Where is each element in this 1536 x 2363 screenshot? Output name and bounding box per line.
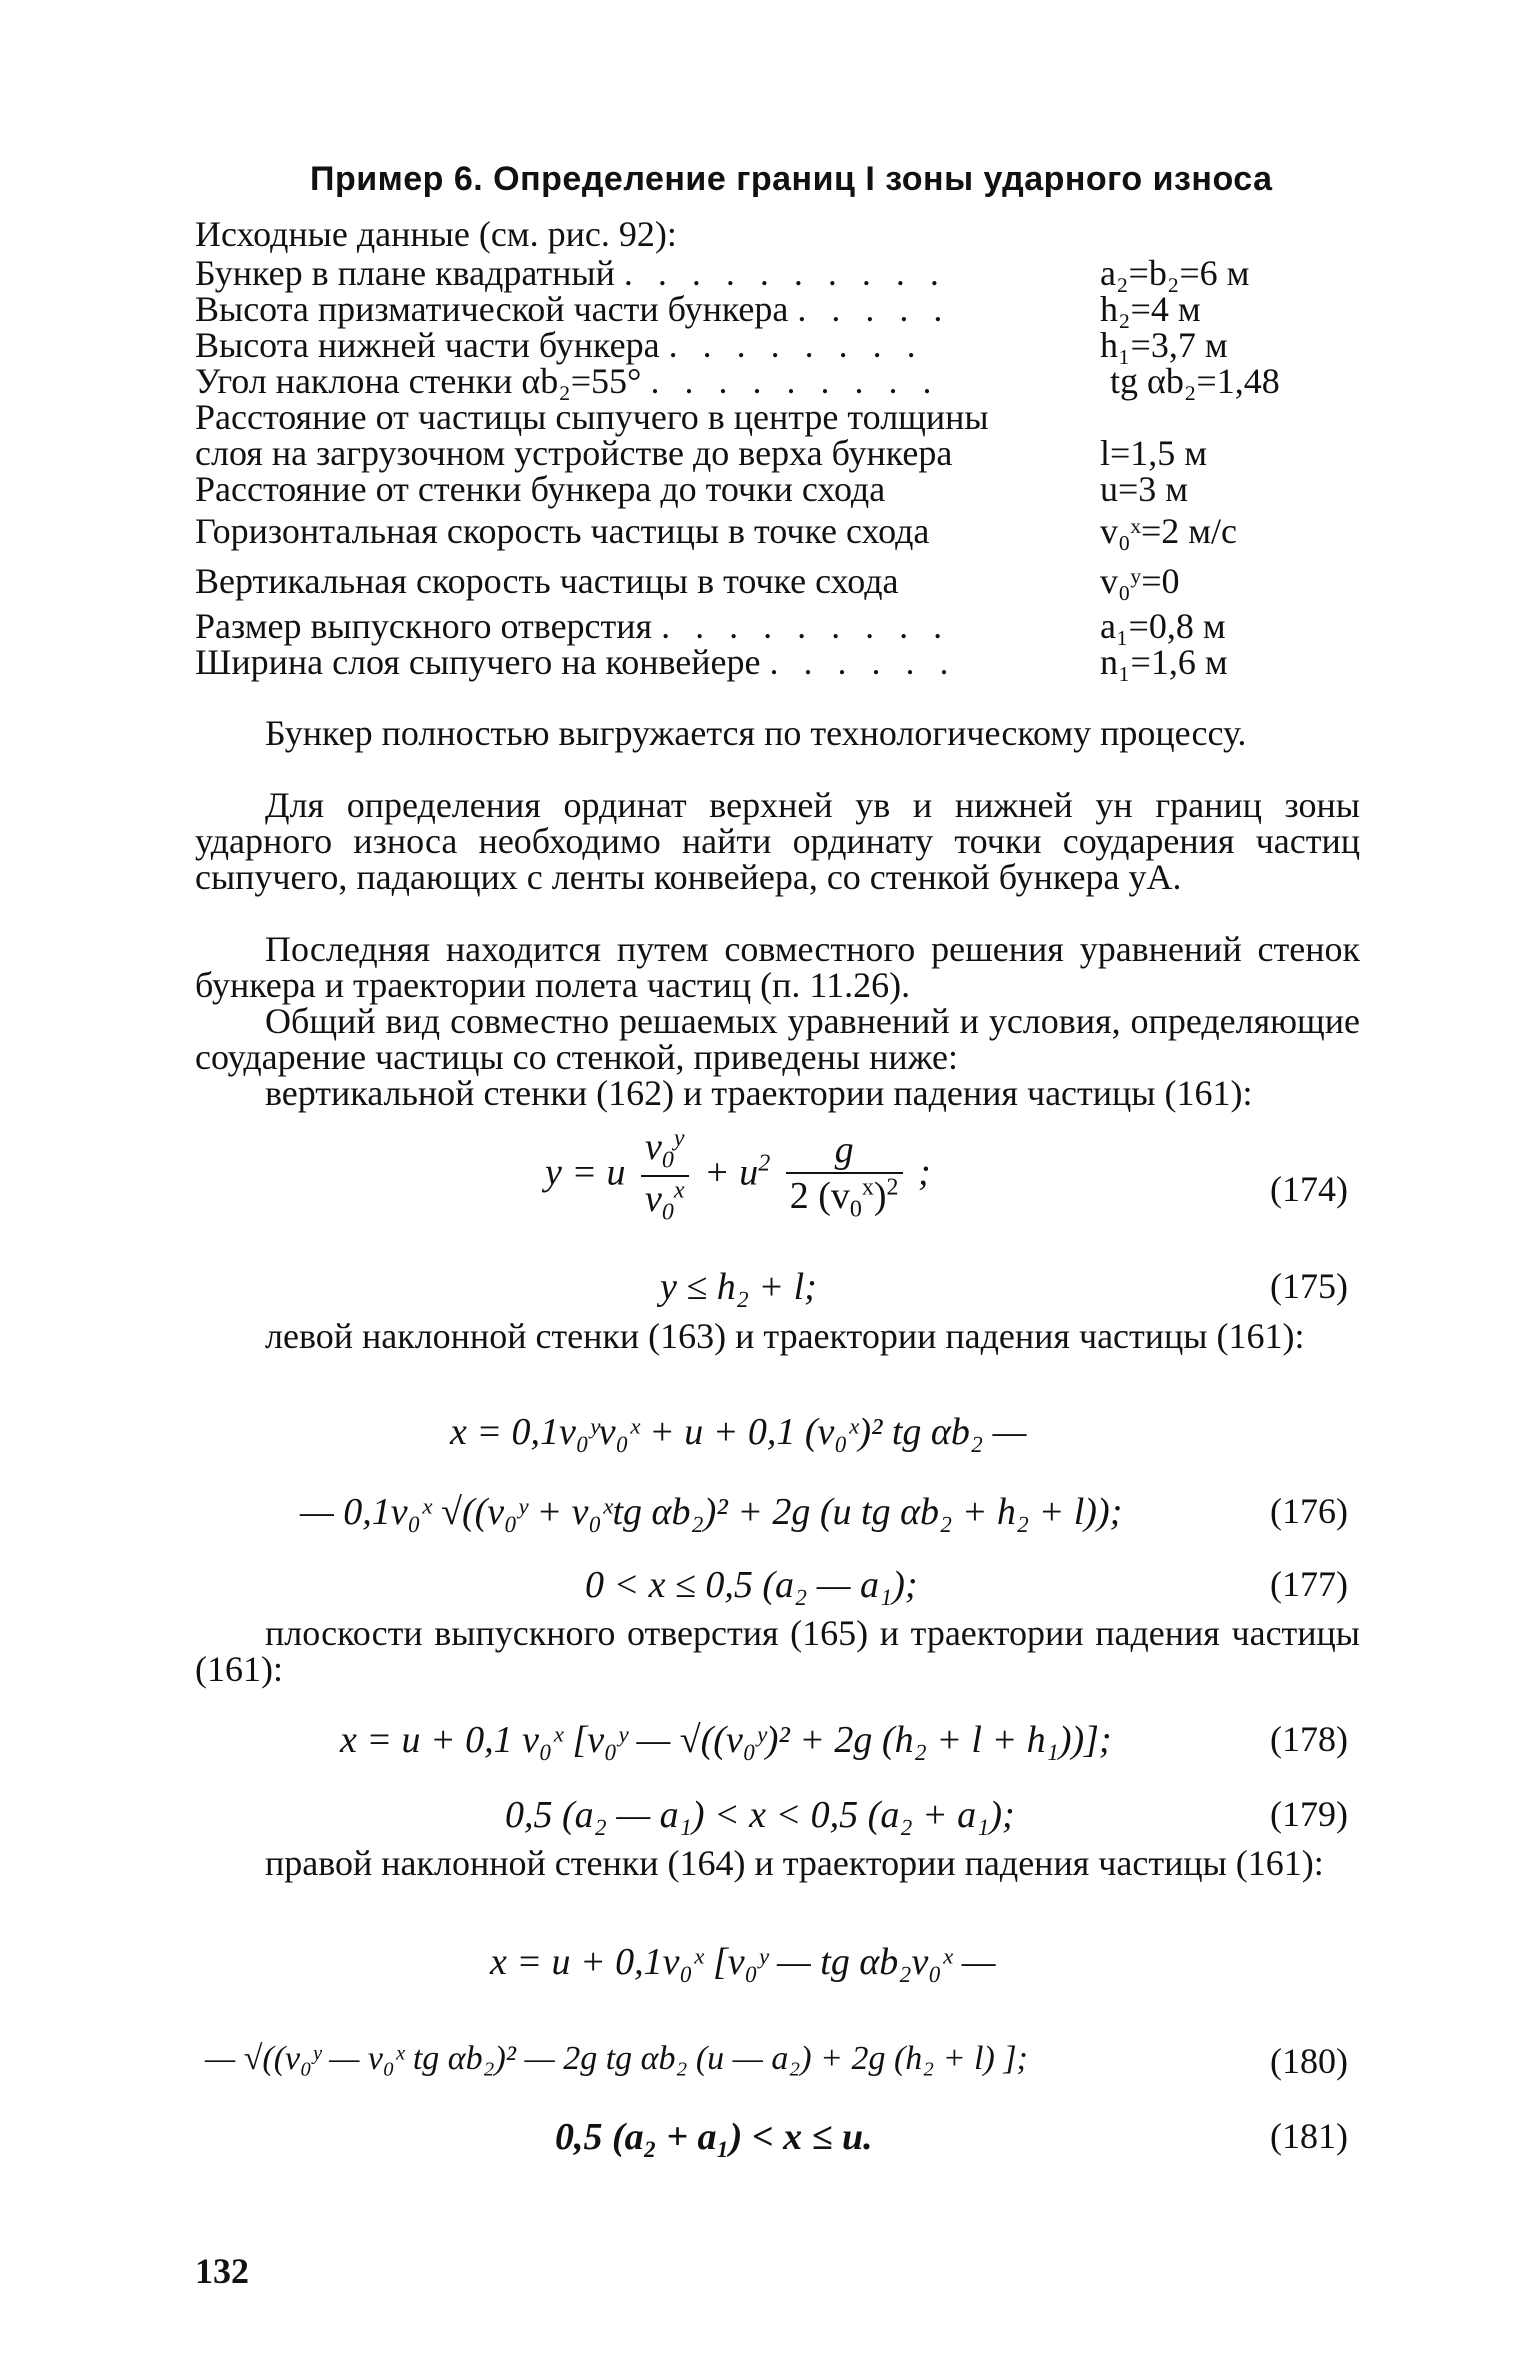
row-dots: . . . . . . . . .: [650, 361, 940, 401]
equation-number-179: (179): [1270, 1794, 1348, 1834]
row-dots: . . . . . . . .: [668, 325, 924, 365]
equation-number-174: (174): [1270, 1169, 1348, 1209]
row-label: Ширина слоя сыпучего на конвейере: [195, 642, 761, 682]
equation-181: 0,5 (a₂ + a₁) < x ≤ u.: [555, 2116, 873, 2158]
data-row: [195, 641, 1228, 683]
equation-176-line2: — 0,1v₀ˣ √((v₀ʸ + v₀ˣtg αb₂)² + 2g (u tg αb₂ + h₂ + l));: [300, 1491, 1123, 1533]
equation-number-178: (178): [1270, 1719, 1348, 1759]
equation-174: y = u $\frac{v_0^y}{v_0^x}$ + $u^2$ $\frac{g}{2 (v_0^x)^2}$ ;: [545, 1125, 931, 1226]
equation-180-line1: x = u + 0,1v₀ˣ [v₀ʸ — tg αb₂v₀ˣ —: [490, 1941, 996, 1983]
row-dots: . . . . .: [797, 289, 951, 329]
paragraph-right-wall: правой наклонной стенки (164) и траектории падения частицы (161):: [265, 1843, 1324, 1883]
row-value: a₁=0,8 м: [1100, 606, 1226, 646]
row-label: слоя на загрузочном устройстве до верха бункера: [195, 433, 953, 473]
example-heading: Пример 6. Определение границ I зоны ударного износа: [310, 160, 1273, 198]
equation-number-176: (176): [1270, 1491, 1348, 1531]
data-row: [195, 468, 1189, 510]
equation-176-line1: x = 0,1v₀ʸv₀ˣ + u + 0,1 (v₀ˣ)² tg αb₂ —: [450, 1411, 1027, 1453]
paragraph-joint-solution: Последняя находится путем совместного решения уравнений стенок бункера и траектории полета частиц (п. 11.26).: [195, 929, 1360, 1005]
row-label: Горизонтальная скорость частицы в точке схода: [195, 511, 930, 551]
row-label: Размер выпускного отверстия: [195, 606, 653, 646]
data-row: [195, 510, 1238, 552]
paragraph-outlet-plane: плоскости выпускного отверстия (165) и траектории падения частицы (161):: [195, 1613, 1360, 1689]
paragraph-unloading: Бункер полностью выгружается по технологическому процессу.: [265, 713, 1247, 753]
row-value: l=1,5 м: [1100, 433, 1208, 473]
row-value: v₀ʸ=0: [1100, 561, 1180, 601]
equation-179: 0,5 (a₂ — a₁) < x < 0,5 (a₂ + a₁);: [505, 1794, 1015, 1836]
data-row: [195, 560, 1180, 602]
row-value: h₂=4 м: [1100, 289, 1201, 329]
equation-number-181: (181): [1270, 2116, 1348, 2156]
paragraph-ordinates: Для определения ординат верхней yв и нижней yн границ зоны ударного износа необходимо найти ординату точки соударения частиц сыпучего, падающих с ленты конвейера, со стенкой бункера yA.: [195, 785, 1360, 897]
row-label: Вертикальная скорость частицы в точке схода: [195, 561, 899, 601]
row-label: Бункер в плане квадратный: [195, 253, 615, 293]
equation-178: x = u + 0,1 v₀ˣ [v₀ʸ — √((v₀ʸ)² + 2g (h₂ + l + h₁))];: [340, 1719, 1112, 1761]
paragraph-left-wall: левой наклонной стенки (163) и траектории падения частицы (161):: [265, 1316, 1305, 1356]
row-value: u=3 м: [1100, 469, 1189, 509]
row-label: Высота призматической части бункера: [195, 289, 789, 329]
row-label: Расстояние от частицы сыпучего в центре толщины: [195, 397, 989, 437]
equation-number-175: (175): [1270, 1266, 1348, 1306]
paragraph-general-form: Общий вид совместно решаемых уравнений и условия, определяющие соударение частицы со стенкой, приведены ниже:: [195, 1001, 1360, 1077]
row-value: v₀ˣ=2 м/с: [1100, 511, 1238, 551]
row-label: Высота нижней части бункера: [195, 325, 660, 365]
page-number: 132: [195, 2251, 249, 2291]
row-dots: . . . . . . . . . .: [623, 253, 947, 293]
row-value: a₂=b₂=6 м: [1100, 253, 1250, 293]
paragraph-vertical-wall: вертикальной стенки (162) и траектории падения частицы (161):: [265, 1073, 1253, 1113]
row-value: h₁=3,7 м: [1100, 325, 1228, 365]
equation-number-180: (180): [1270, 2041, 1348, 2081]
row-dots: . . . . . .: [769, 642, 957, 682]
equation-177: 0 < x ≤ 0,5 (a₂ — a₁);: [585, 1564, 918, 1606]
equation-number-177: (177): [1270, 1564, 1348, 1604]
row-value: tg αb₂=1,48: [1110, 361, 1280, 401]
row-label: Угол наклона стенки αb₂=55°: [195, 361, 642, 401]
input-data-intro: Исходные данные (см. рис. 92):: [195, 214, 677, 254]
row-label: Расстояние от стенки бункера до точки схода: [195, 469, 886, 509]
equation-175: y ≤ h₂ + l;: [660, 1266, 817, 1308]
row-dots: . . . . . . . . .: [661, 606, 951, 646]
equation-180-line2: — √((v₀ʸ — v₀ˣ tg αb₂)² — 2g tg αb₂ (u — a₂) + 2g (h₂ + l) ];: [205, 2040, 1028, 2077]
row-value: n₁=1,6 м: [1100, 642, 1228, 682]
